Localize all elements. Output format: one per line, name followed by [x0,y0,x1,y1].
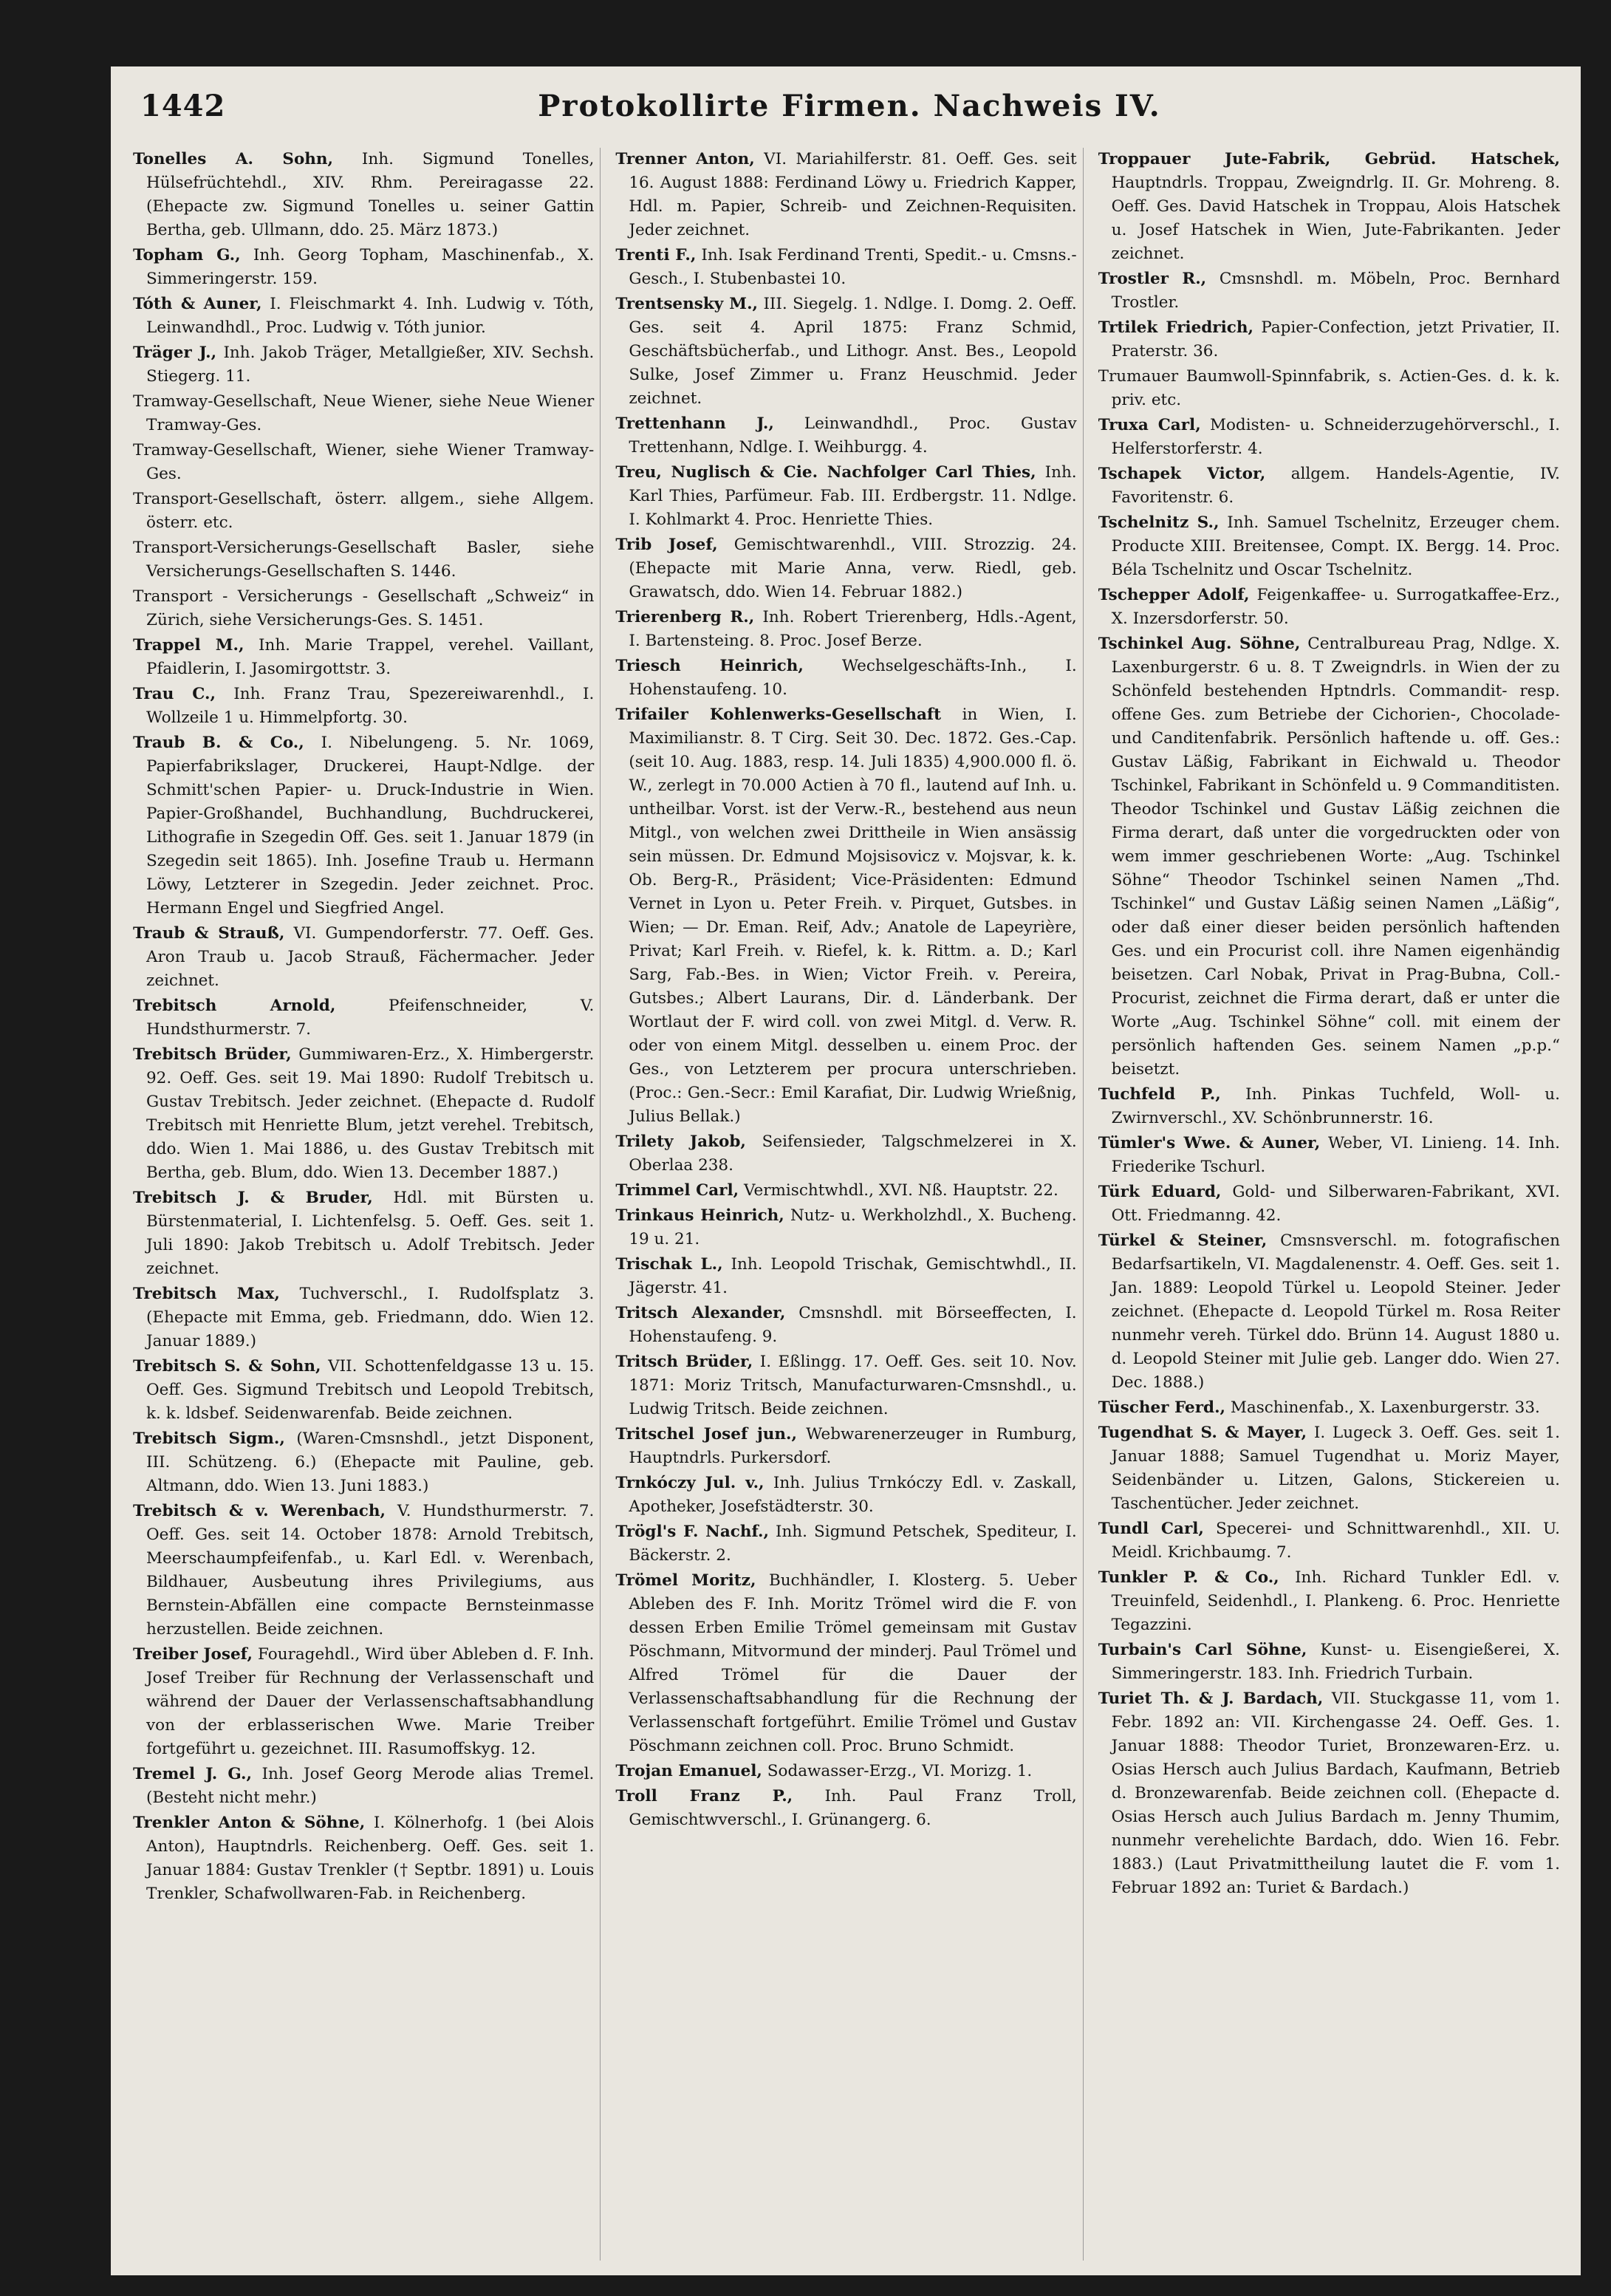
entry-text: Gummiwaren-Erz., X. Himbergerstr. 92. Oeff. Ges. seit 19. Mai 1890: Rudolf Trebitsch u. Gustav Trebitsch. Jeder zeichnet. (Ehepacte d. Rudolf Trebitsch mit Henriette Blum, jetzt verehel. Trebitsch, ddo. Wien 1. Mai 1886, u. des Gustav Trebitsch mit Bertha, geb. Blum, ddo. Wien 13. December 1887.) [146,1045,595,1182]
entry-text: Seifensieder, Talgschmelzerei in X. Oberlaa 238. [629,1132,1077,1175]
firm-name: Trenti F., [615,246,697,264]
firm-name: Trilety Jakob, [615,1132,746,1151]
entry-text: Inh. Richard Tunkler Edl. v. Treuinfeld, Seidenhdl., I. Plankeng. 6. Proc. Henriette Tegazzini. [1111,1568,1560,1634]
firm-name: Trebitsch J. & Bruder, [133,1189,373,1207]
directory-entry [615,244,1076,291]
entry-text: Transport-Versicherungs-Gesellschaft Basler, siehe Versicherungs-Gesellschaften S. 1446. [133,539,595,581]
directory-entry [133,148,594,242]
directory-entry [1098,267,1560,315]
directory-entry [133,1355,594,1426]
entry-text: Inh. Samuel Tschelnitz, Erzeuger chem. Producte XIII. Breitensee, Compt. IX. Bergg. 14. Proc. Béla Tschelnitz und Oscar Tschelnitz. [1111,513,1560,579]
firm-name: Tüscher Ferd., [1098,1398,1226,1417]
firm-name: Turbain's Carl Söhne, [1098,1641,1307,1659]
directory-entry [1098,1421,1560,1516]
firm-name: Trtilek Friedrich, [1098,318,1254,337]
entry-text: (Waren-Cmsnshdl., jetzt Disponent, III. Schützeng. 6.) (Ehepacte mit Pauline, geb. Altmann, ddo. Wien 13. Juni 1883.) [146,1429,595,1495]
entry-text: VI. Gumpendorferstr. 77. Oeff. Ges. Aron Traub u. Jacob Strauß, Fächermacher. Jeder zeichnet. [146,924,595,990]
entry-text: Inh. Robert Trierenberg, Hdls.-Agent, I. Bartensteing. 8. Proc. Josef Berze. [629,608,1077,650]
entry-text: VII. Schottenfeldgasse 13 u. 15. Oeff. Ges. Sigmund Trebitsch und Leopold Trebitsch, k. k. ldsbef. Seidenwarenfab. Beide zeichnen. [146,1357,595,1423]
firm-name: Trenkler Anton & Söhne, [133,1814,366,1832]
page-title: Protokollirte Firmen. Nachweis IV. [538,89,1161,123]
directory-entry [615,148,1076,242]
entry-text: Cmsnshdl. m. Möbeln, Proc. Bernhard Trostler. [1111,270,1560,312]
directory-entry [133,536,594,584]
entry-text: I. Lugeck 3. Oeff. Ges. seit 1. Januar 1888; Samuel Tugendhat u. Moriz Mayer, Seidenbänder u. Litzen, Galons, Stickereien u. Taschentücher. Jeder zeichnet. [1111,1424,1560,1513]
entry-text: Transport - Versicherungs - Gesellschaft „Schweiz“ in Zürich, siehe Versicherungs-Ges. S. 1451. [133,587,595,629]
entry-text: Sodawasser-Erzg., VI. Morizg. 1. [767,1762,1033,1780]
entry-text: Buchhändler, I. Klosterg. 5. Ueber Ableben des F. Inh. Moritz Trömel wird die F. von dessen Erben Emilie Trömel gemeinsam mit Gustav Pöschmann, Mitvormund der minderj. Paul Trömel und Alfred Trömel für die Dauer der Verlassenschaftsabhandlung für die Rechnung der Verlassenschaft fortgeführt. Emilie Trömel und Gustav Pöschmann zeichnen coll. Proc. Bruno Schmidt. [629,1571,1077,1755]
entry-text: Inh. Paul Franz Troll, Gemischtwverschl., I. Grünangerg. 6. [629,1787,1077,1829]
firm-name: Trojan Emanuel, [615,1762,762,1780]
directory-entry [133,994,594,1042]
entry-text: Inh. Jakob Träger, Metallgießer, XIV. Sechsh. Stiegerg. 11. [146,344,595,386]
directory-entry [1098,1132,1560,1179]
directory-entry [1098,1396,1560,1420]
entry-text: Centralbureau Prag, Ndlge. X. Laxenburgerstr. 6 u. 8. T Zweigndrls. in Wien der zu Schönfeld bestehenden Hptndrls. Commandit- resp. offene Ges. zum Betriebe der Cichorien-, Chocolade- und Canditenfabrik. Persönlich haftende u. off. Ges.: Gustav Läßig, Fabrikant in Eichwald u. Theodor Tschinkel, Fabrikant in Schönfeld u. 9 Commanditisten. Theodor Tschinkel und Gustav Läßig zeichnen die Firma derart, daß unter die vorgedruckten oder von wem immer geschriebenen Worte: „Aug. Tschinkel Söhne“ Theodor Tschinkel seinen Namen „Thd. Tschinkel“ und Gustav Läßig seinen Namen „Läßig“, oder daß einer dieser beiden persönlich haftenden Ges. und ein Procurist coll. ihre Namen eigenhändig beisetzen. Carl Nobak, Privat in Prag-Bubna, Coll.-Procurist, zeichnet die Firma derart, daß er unter die Worte „Aug. Tschinkel Söhne“ coll. mit einem der persönlich haftenden Ges. seinem Namen „p.p.“ beisetzt. [1111,635,1560,1079]
entry-text: Inh. Sigmund Petschek, Spediteur, I. Bäckerstr. 2. [629,1523,1077,1565]
entry-text: Webwarenerzeuger in Rumburg, Hauptndrls. Purkersdorf. [629,1425,1077,1467]
directory-entry [615,1472,1076,1519]
directory-entry [615,1179,1076,1203]
entry-text: VII. Stuckgasse 11, vom 1. Febr. 1892 an: VII. Kirchengasse 24. Oeff. Ges. 1. Januar 1888: Theodor Turiet, Bronzewaren-Erz. u. Osias Hersch auch Julius Bardach, Kaufmann, Betrieb d. Bronzewarenfab. Beide zeichnen coll. (Ehepacte d. Osias Hersch auch Julius Bardach m. Jenny Thumim, nunmehr verehelichte Bardach, ddo. Wien 16. Febr. 1883.) (Laut Privatmittheilung lautet die F. vom 1. Februar 1892 an: Turiet & Bardach.) [1111,1689,1560,1897]
entry-text: Hauptndrls. Troppau, Zweigndrlg. II. Gr. Mohreng. 8. Oeff. Ges. David Hatschek in Troppau, Alois Hatschek u. Josef Hatschek in Wien, Jute-Fabrikanten. Jeder zeichnet. [1111,174,1560,263]
entry-text: Inh. Leopold Trischak, Gemischtwhdl., II. Jägerstr. 41. [629,1255,1077,1297]
entry-text: Inh. Karl Thies, Parfümeur. Fab. III. Erdbergstr. 11. Ndlge. I. Kohlmarkt 4. Proc. Henriette Thies. [629,463,1077,529]
directory-entry [615,533,1076,604]
directory-entry [133,731,594,920]
firm-name: Triesch Heinrich, [615,657,804,675]
directory-entry [615,1760,1076,1783]
directory-entry [1098,1181,1560,1228]
firm-name: Trnkóczy Jul. v., [615,1474,765,1492]
directory-entry [615,1569,1076,1758]
directory-entry [1098,584,1560,631]
directory-entry [615,1130,1076,1178]
directory-entry [615,293,1076,411]
firm-name: Traub & Strauß, [133,924,285,943]
firm-name: Türkel & Steiner, [1098,1231,1268,1250]
entry-text: Cmsnshdl. mit Börseeffecten, I. Hohenstaufeng. 9. [629,1304,1077,1346]
firm-name: Tschinkel Aug. Söhne, [1098,635,1301,653]
firm-name: Tuchfeld P., [1098,1085,1221,1104]
firm-name: Trebitsch Arnold, [133,997,336,1015]
firm-name: Trierenberg R., [615,608,755,626]
firm-name: Trettenhann J., [615,414,774,433]
entry-text: Tramway-Gesellschaft, Wiener, siehe Wiener Tramway-Ges. [133,441,595,483]
firm-name: Trömel Moritz, [615,1571,756,1590]
firm-name: Trischak L., [615,1255,723,1274]
page-number: 1442 [140,89,226,123]
page-header [140,89,1559,140]
firm-name: Trebitsch & v. Werenbach, [133,1502,386,1520]
entry-text: Inh. Josef Georg Merode alias Tremel. (Besteht nicht mehr.) [146,1765,595,1807]
firm-name: Topham G., [133,246,241,264]
directory-entry [1098,414,1560,461]
directory-entry [1098,632,1560,1082]
column-3 [1098,148,1566,2261]
entry-columns [133,148,1566,2261]
entry-text: Transport-Gesellschaft, österr. allgem., siehe Allgem. österr. etc. [133,490,595,532]
entry-text: Hdl. mit Bürsten u. Bürstenmaterial, I. Lichtenfelsg. 5. Oeff. Ges. seit 1. Juli 1890: Jakob Trebitsch u. Adolf Trebitsch. Jeder zeichnet. [146,1189,595,1278]
directory-entry [615,1423,1076,1470]
directory-entry [133,390,594,437]
directory-entry [133,1811,594,1906]
firm-name: Traub B. & Co., [133,734,304,752]
directory-entry [1098,365,1560,412]
directory-entry [1098,148,1560,266]
directory-entry [1098,462,1560,510]
directory-entry [133,1282,594,1353]
entry-text: I. Kölnerhofg. 1 (bei Alois Anton), Hauptndrls. Reichenberg. Oeff. Ges. seit 1. Januar 1884: Gustav Trenkler († Septbr. 1891) u. Louis Trenkler, Schafwollwaren-Fab. in Reichenberg. [146,1814,595,1903]
firm-name: Trebitsch Sigm., [133,1429,285,1448]
entry-text: Specerei- und Schnittwarenhdl., XII. U. Meidl. Krichbaumg. 7. [1111,1520,1560,1562]
column-2 [615,148,1083,2261]
firm-name: Tóth & Auner, [133,295,262,313]
firm-name: Trinkaus Heinrich, [615,1206,784,1225]
directory-entry [615,703,1076,1129]
directory-entry [133,683,594,730]
directory-entry [1098,1639,1560,1686]
firm-name: Trimmel Carl, [615,1181,739,1200]
entry-text: I. Nibelungeng. 5. Nr. 1069, Papierfabrikslager, Druckerei, Haupt-Ndlge. der Schmitt'schen Papier- u. Druck-Industrie in Wien. Papier-Großhandel, Buchhandlung, Buchdruckerei, Lithografie in Szegedin Off. Ges. seit 1. Januar 1879 (in Szegedin seit 1865). Inh. Josefine Traub u. Hermann Löwy, Letzterer in Szegedin. Jeder zeichnet. Proc. Hermann Engel und Siegfried Angel. [146,734,595,918]
entry-text: Wechselgeschäfts-Inh., I. Hohenstaufeng. 10. [629,657,1077,699]
firm-name: Tümler's Wwe. & Auner, [1098,1134,1321,1152]
firm-name: Trib Josef, [615,536,718,554]
directory-entry [615,1785,1076,1832]
directory-entry [1098,1083,1560,1130]
directory-entry [133,488,594,535]
firm-name: Tugendhat S. & Mayer, [1098,1424,1307,1442]
entry-text: Weber, VI. Linieng. 14. Inh. Friederike Tschurl. [1111,1134,1560,1176]
firm-name: Tritsch Brüder, [615,1353,753,1371]
directory-entry [133,1643,594,1761]
directory-entry [133,634,594,681]
directory-entry [133,244,594,291]
entry-text: Inh. Pinkas Tuchfeld, Woll- u. Zwirnverschl., XV. Schönbrunnerstr. 16. [1111,1085,1560,1127]
firm-name: Tschapek Victor, [1098,465,1266,483]
firm-name: Treu, Nuglisch & Cie. Nachfolger Carl Thies, [615,463,1036,482]
firm-name: Tundl Carl, [1098,1520,1204,1538]
directory-entry [615,655,1076,702]
firm-name: Troppauer Jute-Fabrik, Gebrüd. Hatschek, [1098,150,1560,168]
entry-text: Feigenkaffee- u. Surrogatkaffee-Erz., X. Inzersdorferstr. 50. [1111,586,1560,628]
directory-entry [133,1043,594,1185]
directory-entry [1098,1517,1560,1565]
firm-name: Trappel M., [133,636,244,655]
directory-entry [133,1427,594,1498]
directory-entry [133,922,594,993]
firm-name: Trebitsch Brüder, [133,1045,292,1064]
entry-text: I. Fleischmarkt 4. Inh. Ludwig v. Tóth, Leinwandhdl., Proc. Ludwig v. Tóth junior. [146,295,595,337]
directory-entry [133,1763,594,1810]
entry-text: Inh. Isak Ferdinand Trenti, Spedit.- u. Cmsns.-Gesch., I. Stubenbastei 10. [629,246,1077,288]
entry-text: Nutz- u. Werkholzhdl., X. Bucheng. 19 u. 21. [629,1206,1077,1248]
entry-text: I. Eßlingg. 17. Oeff. Ges. seit 10. Nov. 1871: Moriz Tritsch, Manufacturwaren-Cmsnshdl., u. Ludwig Tritsch. Beide zeichnen. [629,1353,1077,1418]
firm-name: Tritsch Alexander, [615,1304,786,1322]
firm-name: Träger J., [133,344,217,362]
entry-text: Leinwandhdl., Proc. Gustav Trettenhann, Ndlge. I. Weihburgg. 4. [629,414,1077,457]
entry-text: III. Siegelg. 1. Ndlge. I. Domg. 2. Oeff. Ges. seit 4. April 1875: Franz Schmid, Geschäftsbücherfab., und Lithogr. Anst. Bes., Leopold Sulke, Josef Zimmer u. Franz Heuschmid. Jeder zeichnet. [629,295,1077,408]
entry-text: VI. Mariahilferstr. 81. Oeff. Ges. seit 16. August 1888: Ferdinand Löwy u. Friedrich Kapper, Hdl. m. Papier, Schreib- und Zeichnen-Requisiten. Jeder zeichnet. [629,150,1077,239]
firm-name: Trentsensky M., [615,295,759,313]
firm-name: Tschepper Adolf, [1098,586,1250,604]
directory-entry [615,1350,1076,1421]
directory-entry [1098,1566,1560,1637]
directory-page [111,66,1581,2275]
entry-text: allgem. Handels-Agentie, IV. Favoritenstr. 6. [1111,465,1560,507]
entry-text: Maschinenfab., X. Laxenburgerstr. 33. [1230,1398,1540,1417]
directory-entry [1098,1687,1560,1900]
firm-name: Trifailer Kohlenwerks-Gesellschaft [615,705,942,724]
directory-entry [1098,1229,1560,1395]
firm-name: Troll Franz P., [615,1787,793,1805]
firm-name: Trögl's F. Nachf., [615,1523,769,1541]
firm-name: Trebitsch S. & Sohn, [133,1357,321,1376]
entry-text: Inh. Marie Trappel, verehel. Vaillant, Pfaidlerin, I. Jasomirgottstr. 3. [146,636,595,678]
entry-text: Inh. Sigmund Tonelles, Hülsefrüchtehdl., XIV. Rhm. Pereiragasse 22. (Ehepacte zw. Sigmund Tonelles u. seiner Gattin Bertha, geb. Ullmann, ddo. 25. März 1873.) [146,150,595,239]
entry-text: Modisten- u. Schneiderzugehörverschl., I. Helferstorferstr. 4. [1111,416,1560,458]
directory-entry [133,1500,594,1641]
firm-name: Tritschel Josef jun., [615,1425,798,1443]
entry-text: Trumauer Baumwoll-Spinnfabrik, s. Actien-Ges. d. k. k. priv. etc. [1098,367,1560,409]
entry-text: Inh. Franz Trau, Spezereiwarenhdl., I. Wollzeile 1 u. Himmelpfortg. 30. [146,685,595,727]
firm-name: Tunkler P. & Co., [1098,1568,1279,1587]
entry-text: Tramway-Gesellschaft, Neue Wiener, siehe Neue Wiener Tramway-Ges. [133,392,595,434]
entry-text: Kunst- u. Eisengießerei, X. Simmeringerstr. 183. Inh. Friedrich Turbain. [1111,1641,1560,1683]
firm-name: Trebitsch Max, [133,1285,280,1303]
firm-name: Trau C., [133,685,216,703]
directory-entry [133,341,594,389]
entry-text: in Wien, I. Maximilianstr. 8. T Cirg. Seit 30. Dec. 1872. Ges.-Cap. (seit 10. Aug. 1883, resp. 14. Juli 1835) 4,900.000 fl. ö. W., zerlegt in 70.000 Actien à 70 fl., lautend auf Inh. u. untheilbar. Vorst. ist der Verw.-R., bestehend aus neun Mitgl., von welchen zwei Drittheile in Wien ansässig sein müssen. Dr. Edmund Mojsisovicz v. Mojsvar, k. k. Ob. Berg-R., Präsident; Vice-Präsidenten: Edmund Vernet in Lyon u. Peter Freih. v. Pirquet, Gutsbes. in Wien; — Dr. Eman. Reif, Adv.; Anatole de Lapeyrière, Privat; Karl Freih. v. Riefel, k. k. Rittm. a. D.; Karl Sarg, Fab.-Bes. in Wien; Victor Freih. v. Pereira, Gutsbes.; Albert Laurans, Dir. d. Länderbank. Der Wortlaut der F. wird coll. von zwei Mitgl. d. Verw. R. oder von einem Mitgl. desselben u. einem Proc. der Ges., von Letzterem per procura unterschrieben. (Proc.: Gen.-Secr.: Emil Karafiat, Dir. Ludwig Wrießnig, Julius Bellak.) [629,705,1077,1126]
entry-text: Fouragehdl., Wird über Ableben d. F. Inh. Josef Treiber für Rechnung der Verlassenschaft und während der Dauer der Verlassenschaftsabhandlung von der erblasserischen Wwe. Marie Treiber fortgeführt u. gezeichnet. III. Rasumoffskyg. 12. [146,1645,595,1758]
entry-text: Vermischtwhdl., XVI. Nß. Hauptstr. 22. [743,1181,1058,1200]
directory-entry [133,439,594,486]
firm-name: Tschelnitz S., [1098,513,1220,532]
entry-text: Inh. Julius Trnkóczy Edl. v. Zaskall, Apotheker, Josefstädterstr. 30. [629,1474,1077,1516]
column-1 [133,148,601,2261]
directory-entry [1098,511,1560,582]
entry-text: Tuchverschl., I. Rudolfsplatz 3. (Ehepacte mit Emma, geb. Friedmann, ddo. Wien 12. Januar 1889.) [146,1285,595,1350]
firm-name: Turiet Th. & J. Bardach, [1098,1689,1324,1708]
firm-name: Treiber Josef, [133,1645,253,1664]
firm-name: Trostler R., [1098,270,1207,288]
entry-text: Inh. Georg Topham, Maschinenfab., X. Simmeringerstr. 159. [146,246,595,288]
firm-name: Trenner Anton, [615,150,755,168]
directory-entry [615,1204,1076,1251]
directory-entry [133,1186,594,1281]
directory-entry [615,606,1076,653]
firm-name: Tonelles A. Sohn, [133,150,334,168]
firm-name: Tremel J. G., [133,1765,252,1783]
entry-text: Cmsnsverschl. m. fotografischen Bedarfsartikeln, VI. Magdalenenstr. 4. Oeff. Ges. seit 1. Jan. 1889: Leopold Türkel u. Leopold Steiner. Jeder zeichnet. (Ehepacte d. Leopold Türkel m. Rosa Reiter nunmehr vereh. Türkel ddo. Brünn 14. August 1880 u. d. Leopold Steiner mit Julie geb. Langer ddo. Wien 27. Dec. 1888.) [1111,1231,1560,1392]
directory-entry [615,1302,1076,1349]
directory-entry [615,461,1076,532]
directory-entry [133,585,594,632]
entry-text: Pfeifenschneider, V. Hundsthurmerstr. 7. [146,997,595,1039]
firm-name: Truxa Carl, [1098,416,1201,434]
entry-text: Papier-Confection, jetzt Privatier, II. Praterstr. 36. [1111,318,1560,361]
entry-text: Gold- und Silberwaren-Fabrikant, XVI. Ott. Friedmanng. 42. [1111,1183,1560,1225]
entry-text: Gemischtwarenhdl., VIII. Strozzig. 24. (Ehepacte mit Marie Anna, verw. Riedl, geb. Grawatsch, ddo. Wien 14. Februar 1882.) [629,536,1077,601]
firm-name: Türk Eduard, [1098,1183,1222,1201]
directory-entry [615,1253,1076,1300]
directory-entry [1098,316,1560,363]
directory-entry [133,293,594,340]
entry-text: V. Hundsthurmerstr. 7. Oeff. Ges. seit 14. October 1878: Arnold Trebitsch, Meerschaumpfeifenfab., u. Karl Edl. v. Werenbach, Bildhauer, Ausbeutung ihres Privilegiums, aus Bernstein-Abfällen eine compacte Bernsteinmasse herzustellen. Beide zeichnen. [146,1502,595,1639]
directory-entry [615,412,1076,459]
directory-entry [615,1520,1076,1568]
